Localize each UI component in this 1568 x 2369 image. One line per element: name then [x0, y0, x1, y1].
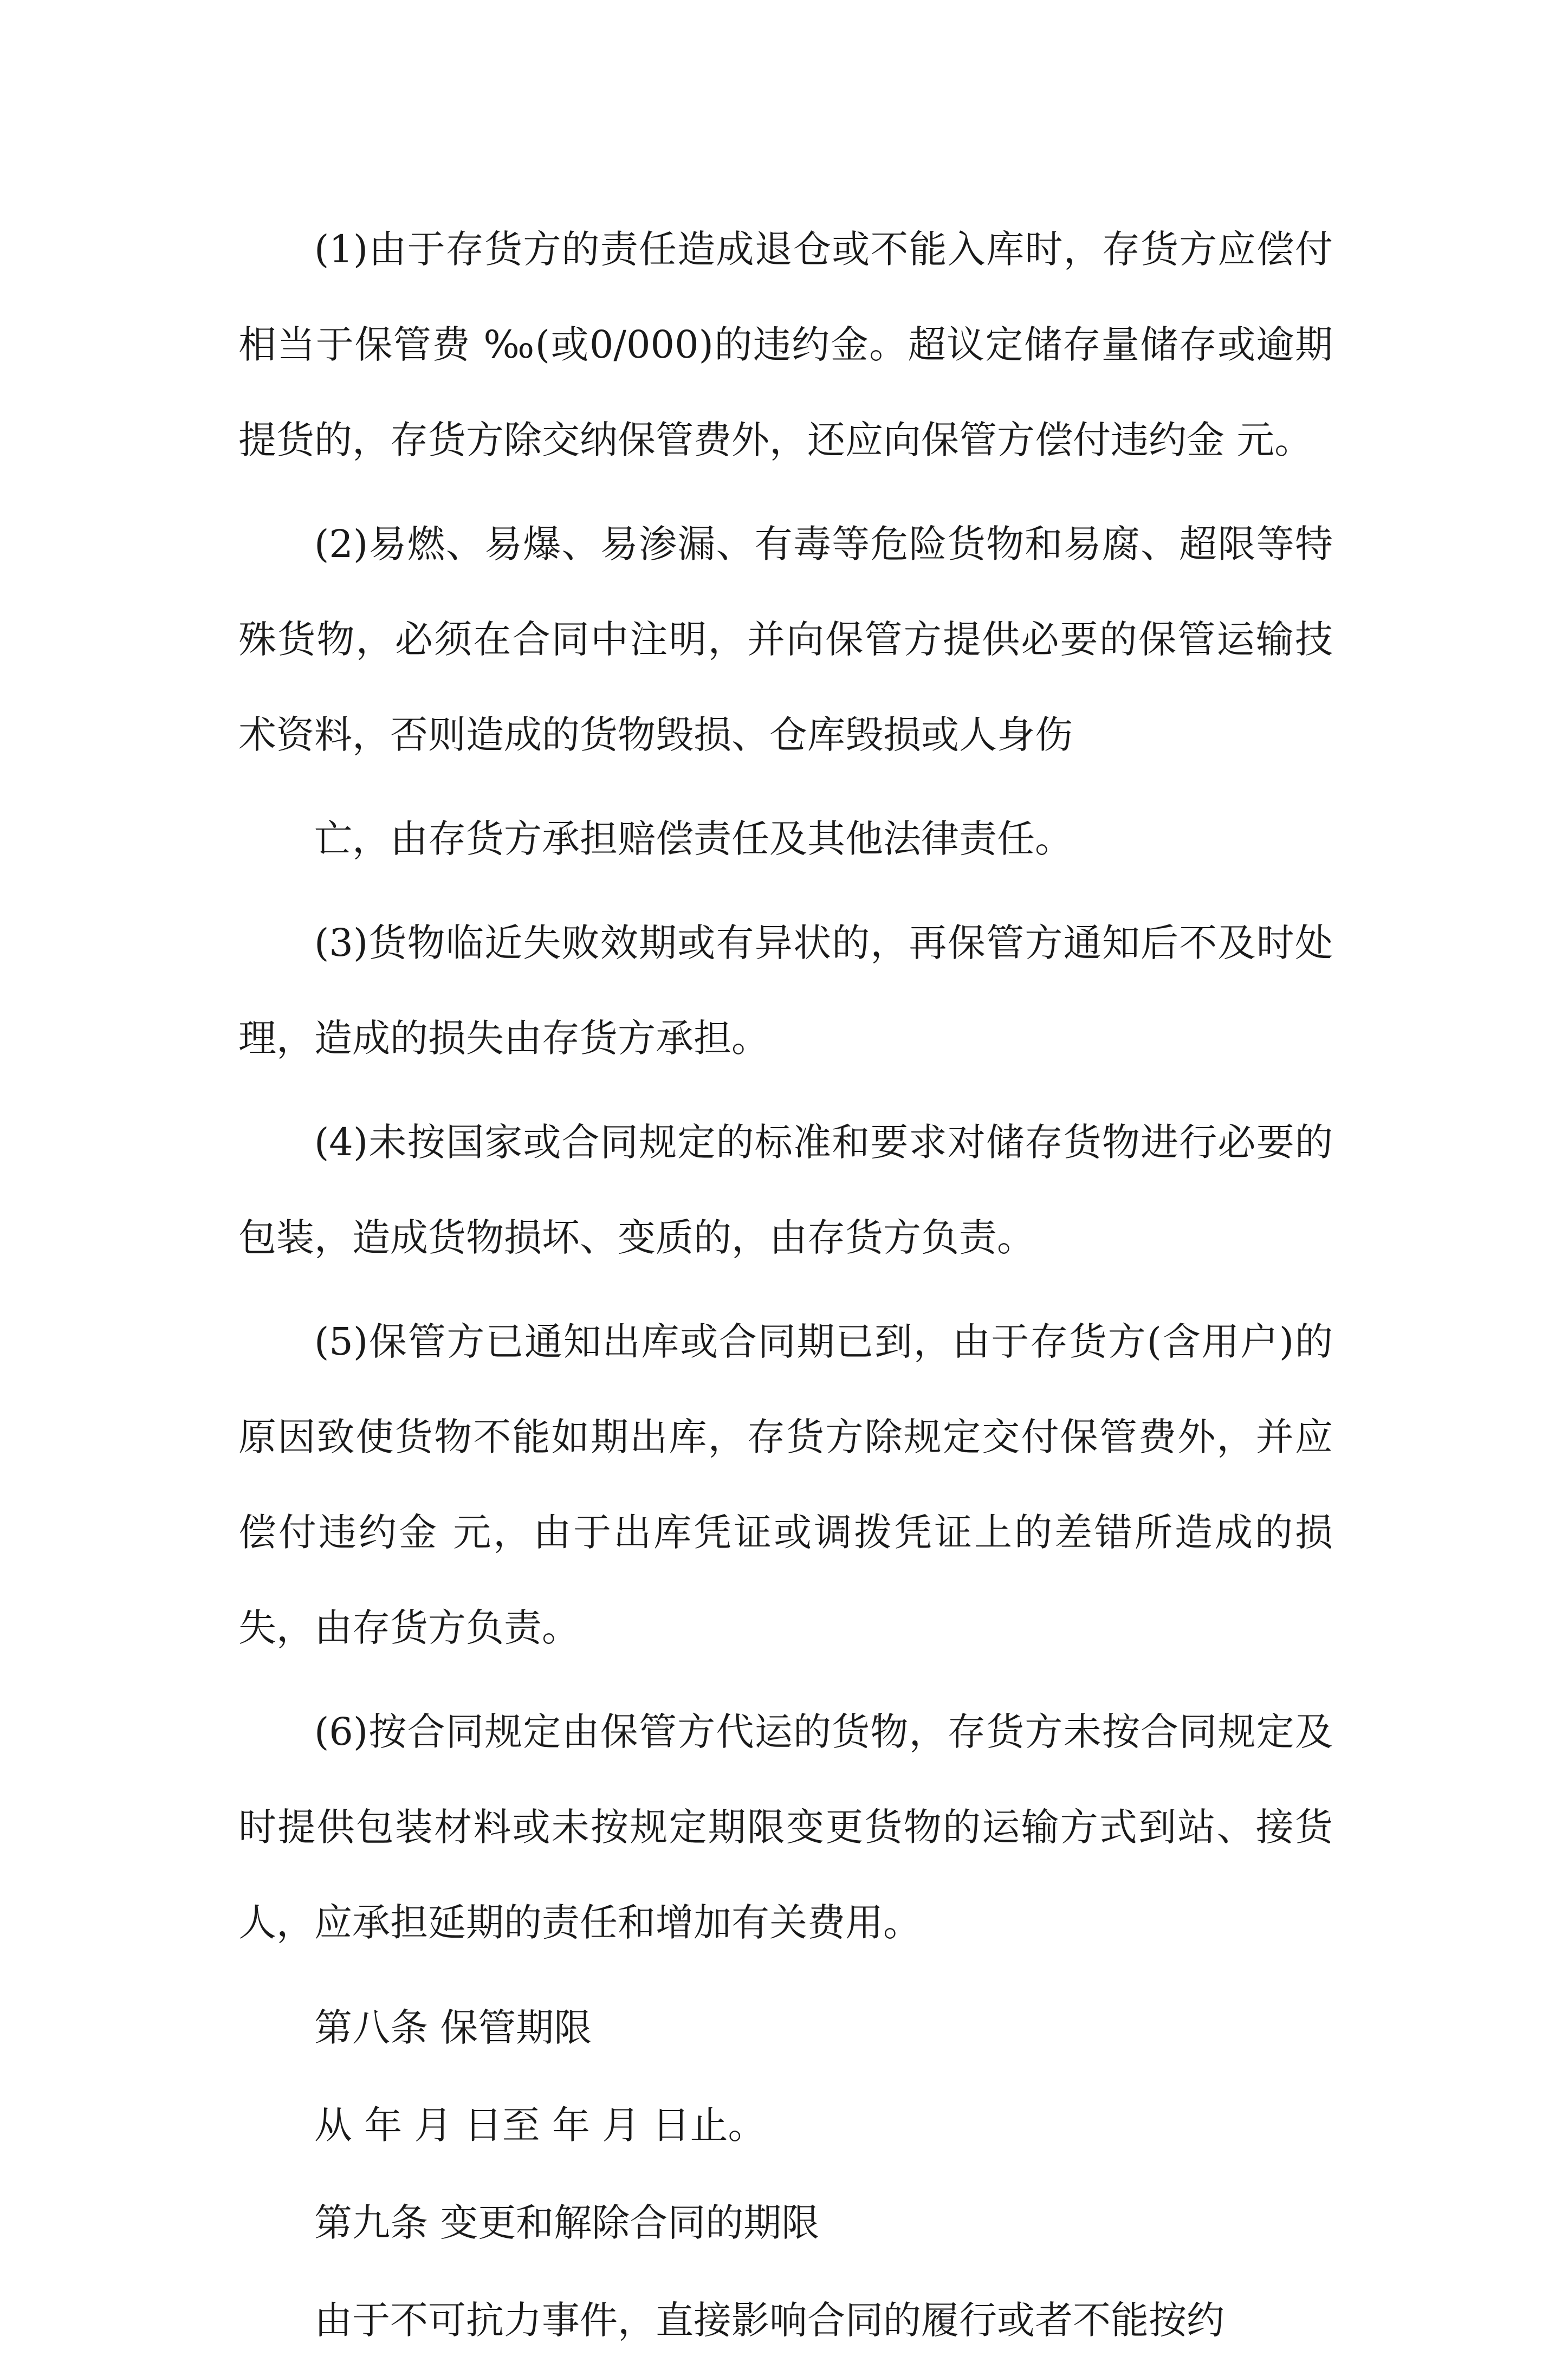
clause-4-paragraph: (4)未按国家或合同规定的标准和要求对储存货物进行必要的包装，造成货物损坏、变质的，由存货方负责。 [238, 1120, 1333, 1260]
clause-2-paragraph: (2)易燃、易爆、易渗漏、有毒等危险货物和易腐、超限等特殊货物，必须在合同中注明，并向保管方提供必要的保管运输技术资料，否则造成的货物毁损、仓库毁损或人身伤 [238, 522, 1333, 757]
clause-2-continuation: 亡，由存货方承担赔偿责任及其他法律责任。 [314, 817, 1073, 861]
clause-6-paragraph: (6)按合同规定由保管方代运的货物，存货方未按合同规定及时提供包装材料或未按规定期限变更货物的运输方式到站、接货人，应承担延期的责任和增加有关费用。 [238, 1710, 1333, 1945]
article-9-title: 第九条 变更和解除合同的期限 [314, 2200, 820, 2245]
article-8-text: 从 年 月 日至 年 月 日止。 [314, 2103, 766, 2147]
article-8-title: 第八条 保管期限 [314, 2005, 592, 2050]
clause-3-paragraph: (3)货物临近失败效期或有异状的，再保管方通知后不及时处理，造成的损失由存货方承担。 [238, 921, 1333, 1060]
clause-5-paragraph: (5)保管方已通知出库或合同期已到，由于存货方(含用户)的原因致使货物不能如期出库，存货方除规定交付保管费外，并应偿付违约金 元，由于出库凭证或调拨凭证上的差错所造成的损失，由存货方负责。 [238, 1319, 1333, 1650]
article-9-text: 由于不可抗力事件，直接影响合同的履行或者不能按约 [314, 2298, 1224, 2342]
document-page [238, 202, 1333, 2369]
clause-1-paragraph: (1)由于存货方的责任造成退仓或不能入库时，存货方应偿付相当于保管费 ‰(或0/000)的违约金。超议定储存量储存或逾期提货的，存货方除交纳保管费外，还应向保管方偿付违约金 元。 [238, 227, 1333, 462]
